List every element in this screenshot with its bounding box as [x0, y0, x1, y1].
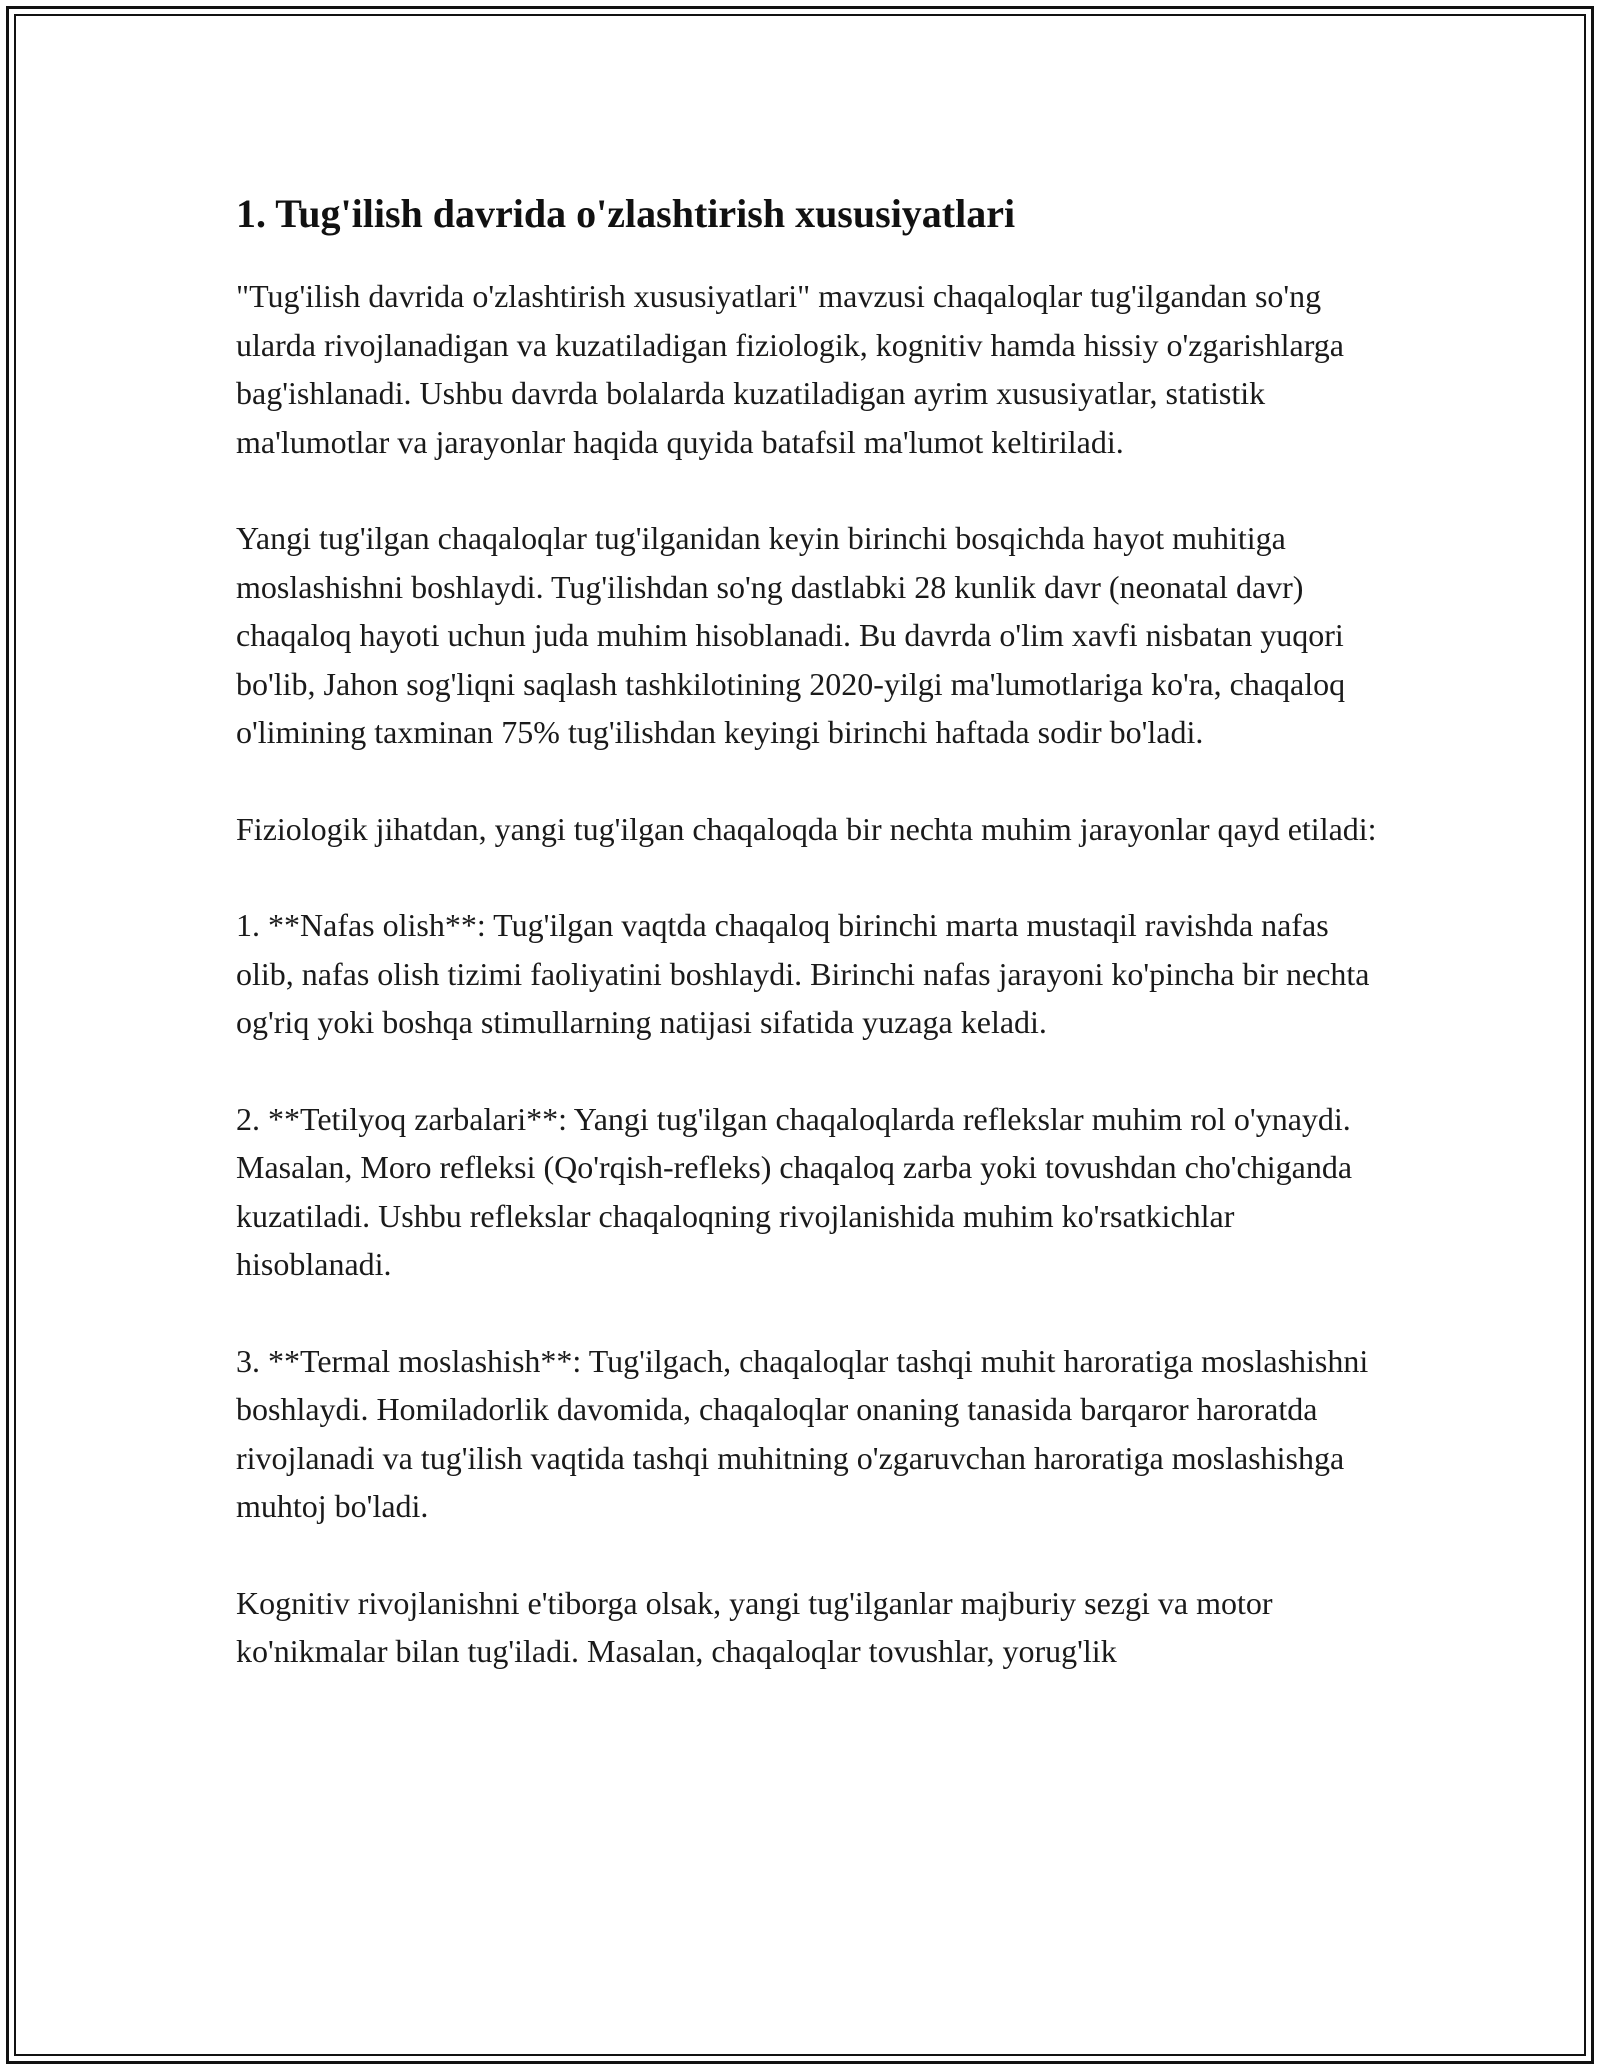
paragraph-physiological-intro: Fiziologik jihatdan, yangi tug'ilgan chaqaloqda bir nechta muhim jarayonlar qayd etiladi:: [236, 810, 1377, 847]
list-item-breathing: 1. **Nafas olish**: Tug'ilgan vaqtda chaqaloq birinchi marta mustaqil ravishda nafas olib, nafas olish tizimi faoliyatini boshlaydi. Birinchi nafas jarayoni ko'pincha bir nechta og'riq yoki boshqa stimullarning natijasi sifatida yuzaga keladi.: [236, 907, 1378, 1040]
paragraph-intro: "Tug'ilish davrida o'zlashtirish xususiyatlari" mavzusi chaqaloqlar tug'ilgandan so'ng ularda rivojlanadigan va kuzatiladigan fiziologik, kognitiv hamda hissiy o'zgarishlarga bag'ishlanadi. Ushbu davrda bolalarda kuzatiladigan ayrim xususiyatlar, statistik ma'lumotlar va jarayonlar haqida quyida batafsil ma'lumot keltiriladi.: [236, 278, 1352, 460]
list-item-reflexes: 2. **Tetilyoq zarbalari**: Yangi tug'ilgan chaqaloqlarda reflekslar muhim rol o'ynaydi. Masalan, Moro refleksi (Qo'rqish-refleks) chaqaloq zarba yoki tovushdan cho'chiganda kuzatiladi. Ushbu reflekslar chaqaloqning rivojlanishida muhim ko'rsatkichlar hisoblanadi.: [236, 1100, 1361, 1282]
list-item-thermal-adaptation: 3. **Termal moslashish**: Tug'ilgach, chaqaloqlar tashqi muhit haroratiga moslashishni boshlaydi. Homiladorlik davomida, chaqaloqlar onaning tanasida barqaror haroratda rivojlanadi va tug'ilish vaqtida tashqi muhitning o'zgaruvchan haroratiga moslashishga muhtoj bo'ladi.: [236, 1342, 1377, 1524]
paragraph-neonatal-period: Yangi tug'ilgan chaqaloqlar tug'ilganidan keyin birinchi bosqichda hayot muhitiga moslashishni boshlaydi. Tug'ilishdan so'ng dastlabki 28 kunlik davr (neonatal davr) chaqaloq hayoti uchun juda muhim hisoblanadi. Bu davrda o'lim xavfi nisbatan yuqori bo'lib, Jahon sog'liqni saqlash tashkilotining 2020-yilgi ma'lumotlariga ko'ra, chaqaloq o'limining taxminan 75% tug'ilishdan keyingi birinchi haftada sodir bo'ladi.: [236, 520, 1354, 750]
document-body: [236, 186, 1386, 1724]
document-title: 1. Tug'ilish davrida o'zlashtirish xususiyatlari: [236, 191, 1016, 236]
paragraph-cognitive-development: Kognitiv rivojlanishni e'tiborga olsak, yangi tug'ilganlar majburiy sezgi va motor ko'nikmalar bilan tug'iladi. Masalan, chaqaloqlar tovushlar, yorug'lik: [236, 1584, 1281, 1669]
